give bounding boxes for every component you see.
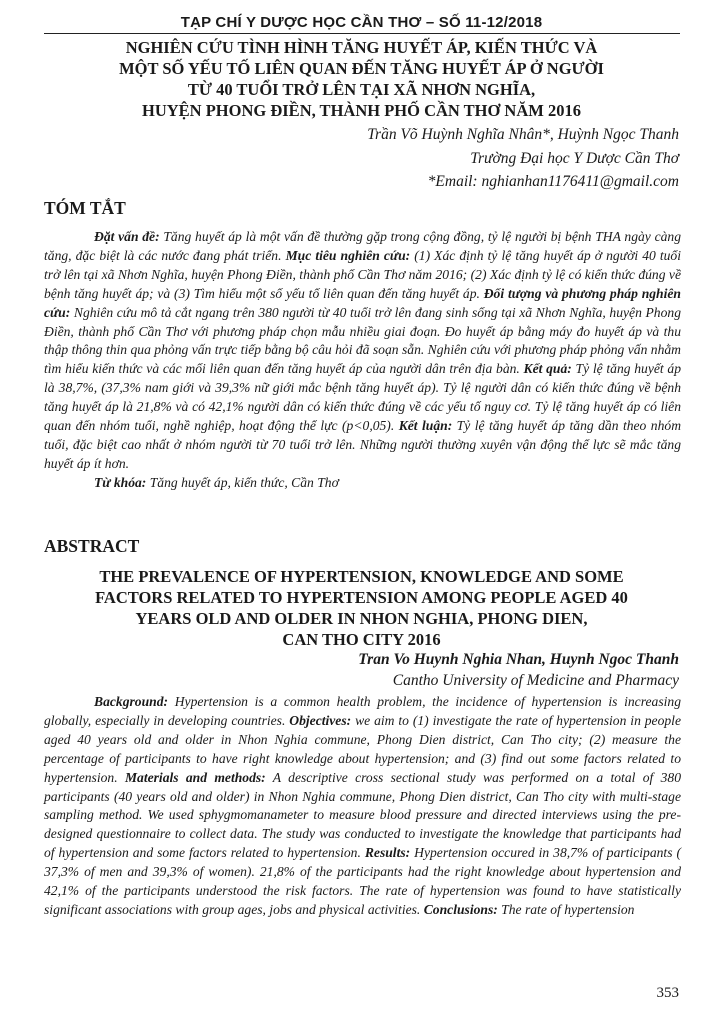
tom-tat-body: [44, 228, 681, 493]
vi-authors: Trần Võ Huỳnh Nghĩa Nhân*, Huỳnh Ngọc Thanh: [367, 126, 679, 143]
en-title-line: FACTORS RELATED TO HYPERTENSION AMONG PEOPLE AGED 40: [95, 588, 628, 607]
ket-luan-label: Kết luận:: [398, 418, 453, 434]
en-affiliation: Cantho University of Medicine and Pharmacy: [392, 672, 679, 689]
results-label: Results:: [364, 845, 411, 861]
en-title-line: THE PREVALENCE OF HYPERTENSION, KNOWLEDGE AND SOME: [99, 567, 624, 586]
vi-title-line: HUYỆN PHONG ĐIỀN, THÀNH PHỐ CẦN THƠ NĂM 2016: [142, 101, 581, 120]
tom-tat-paragraph: [44, 228, 681, 474]
keywords-paragraph: [44, 474, 681, 493]
results-text: Hypertension occured in 38,7% of participants ( 37,3% of men and 39,3% of women). 21,8% of the participants had the right knowledge about hypertension and 42,1% of the participants understood the risk factors. The rate of hypertension was found to have statistically significant associations with group ages, jobs and physical activities.: [44, 845, 681, 917]
vi-title-line: TỪ 40 TUỔI TRỞ LÊN TẠI XÃ NHƠN NGHĨA,: [187, 80, 536, 99]
en-title-line: CAN THO CITY 2016: [282, 630, 441, 649]
abstract-heading: ABSTRACT: [44, 536, 140, 556]
en-title-line: YEARS OLD AND OLDER IN NHON NGHIA, PHONG DIEN,: [135, 609, 588, 628]
page-number: 353: [656, 985, 679, 1001]
doi-tuong-text: Nghiên cứu mô tả cắt ngang trên 380 người từ 40 tuổi trở lên đang sinh sống tại xã Nhơn Nghĩa, huyện Phong Điền, thành phố Cần Thơ với phương pháp chọn mẫu nhiều giai đoạn. Đo huyết áp bằng máy đo huyết áp và thu thập thông thin qua phỏng vấn trực tiếp bằng bộ câu hỏi đã soạn sẵn. Nghiên cứu với phương pháp phỏng vấn nhằm tìm hiểu kiến thức và các mối liên quan đến tăng huyết áp của người dân trên địa bàn.: [44, 304, 681, 377]
en-authors: Tran Vo Huynh Nghia Nhan, Huynh Ngoc Thanh: [358, 651, 679, 668]
background-label: Background:: [94, 694, 169, 709]
tu-khoa-text: Tăng huyết áp, kiến thức, Cần Thơ: [146, 474, 339, 490]
tu-khoa-label: Từ khóa:: [94, 474, 147, 490]
abstract-paragraph: [44, 693, 681, 920]
objectives-label: Objectives:: [289, 712, 352, 728]
vi-email: *Email: nghianhan1176411@gmail.com: [427, 173, 679, 190]
abstract-body: [44, 693, 681, 920]
english-article-title: [40, 566, 683, 650]
header-rule: [44, 33, 680, 34]
vi-affiliation: Trường Đại học Y Dược Cần Thơ: [470, 150, 679, 167]
vi-title-line: MỘT SỐ YẾU TỐ LIÊN QUAN ĐẾN TĂNG HUYẾT ÁP Ở NGƯỜI: [119, 59, 604, 78]
conclusions-label: Conclusions:: [423, 901, 498, 917]
dat-van-de-text: Tăng huyết áp là một vấn đề thường gặp trong cộng đồng, tỷ lệ người bị bệnh THA ngày càng tăng, đặc biệt là các nước đang phát triển.: [44, 229, 681, 263]
muc-tieu-label: Mục tiêu nghiên cứu:: [285, 247, 411, 263]
ket-luan-text: Tỷ lệ tăng huyết áp tăng dần theo nhóm tuổi, đặc biệt cao nhất ở nhóm người từ 70 tuổi trở lên. Những người thường xuyên vận động thể lực sẽ mắc tăng huyết áp ít hơn.: [44, 418, 682, 471]
background-text: Hypertension is a common health problem, the incidence of hypertension is increasing globally, especially in developing countries.: [44, 694, 681, 728]
methods-label: Materials and methods:: [124, 769, 266, 785]
dat-van-de-label: Đặt vấn đề:: [94, 229, 160, 244]
doi-tuong-label: Đối tượng và phương pháp nghiên cứu:: [44, 285, 681, 320]
methods-text: A descriptive cross sectional study was performed on a total of 380 participants (40 years old and older) in Nhon Nghia commune, Phong Dien district, Can Tho city with multi-stage sampling method. We used sphygmomanameter to measure blood pressure and directed interviews using the pre-designed questionnaire to collect data. The study was conducted to investigate the knowledge that participants had of hypertension and some factors related to hypertension.: [44, 769, 681, 861]
ket-qua-label: Kết quả:: [523, 361, 572, 377]
objectives-text: we aim to (1) investigate the rate of hypertension in people aged 40 years old and older in Nhon Nghia commune, Phong Dien district, Can Tho city; (2) measure the percentage of participants to have right knowledge about hypertension; and (3) find out some factors related to hypertension.: [44, 712, 681, 785]
ket-qua-text: Tỷ lệ tăng huyết áp là 38,7%, (37,3% nam giới và 39,3% nữ giới mắc bệnh tăng huyết áp). Tỷ lệ người dân có kiến thức đúng về bệnh tăng huyết áp là 21,8% và có 42,1% người dân có kiến thức đúng về các yếu tố nguy cơ. Tỷ lệ tăng huyết áp có liên quan đến nhóm tuổi, nghề nghiệp, hoạt động thể lực (p<0,05).: [44, 361, 681, 434]
journal-running-header: TẠP CHÍ Y DƯỢC HỌC CẦN THƠ – SỐ 11-12/2018: [180, 14, 543, 31]
tom-tat-heading: TÓM TẮT: [44, 198, 126, 218]
vi-title-line: NGHIÊN CỨU TÌNH HÌNH TĂNG HUYẾT ÁP, KIẾN THỨC VÀ: [125, 38, 598, 57]
muc-tieu-text: (1) Xác định tỷ lệ tăng huyết áp ở người 40 tuổi trở lên tại xã Nhơn Nghĩa, huyện Phong Điền, thành phố Cần Thơ năm 2016; (2) Xác định tỷ lệ có kiến thức đúng về bệnh tăng huyết áp; và (3) Tìm hiểu một số yếu tố liên quan đến tăng huyết áp.: [44, 247, 682, 301]
vietnamese-article-title: [40, 37, 683, 121]
conclusions-text: The rate of hypertension: [497, 901, 635, 917]
